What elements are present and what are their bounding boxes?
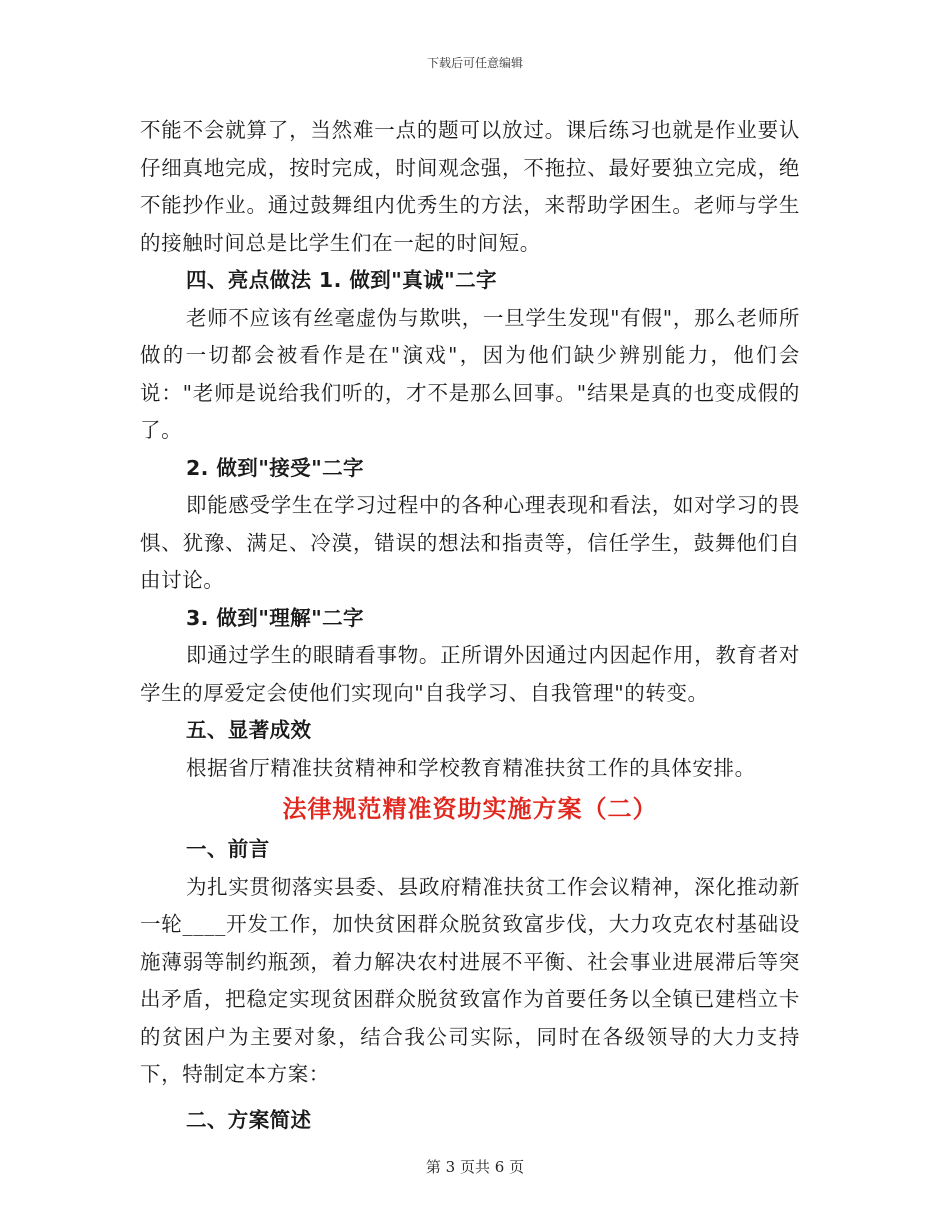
heading-highlights: 四、亮点做法 1. 做到"真诚"二字	[186, 268, 497, 292]
document-body	[140, 112, 800, 1139]
paragraph-results: 根据省厅精准扶贫精神和学校教育精准扶贫工作的具体安排。	[186, 755, 756, 780]
heading-understanding: 3. 做到"理解"二字	[186, 605, 364, 630]
heading-preface: 一、前言	[186, 837, 270, 861]
paragraph-acceptance: 即能感受学生在学习过程中的各种心理表现和看法，如对学习的畏惧、犹豫、满足、冷漠，错误的想法和指责等，信任学生，鼓舞他们自由讨论。	[140, 493, 800, 592]
section-title: 法律规范精准资助实施方案（二）	[282, 795, 658, 823]
heading-acceptance: 2. 做到"接受"二字	[186, 455, 364, 480]
page-footer: 第 3 页共 6 页	[425, 1158, 525, 1176]
paragraph-continuation: 不能不会就算了，当然难一点的题可以放过。课后练习也就是作业要认仔细真地完成，按时完成，时间观念强，不拖拉、最好要独立完成，绝不能抄作业。通过鼓舞组内优秀生的方法，来帮助学困生。老师与学生的接触时间总是比学生们在一起的时间短。	[140, 118, 800, 255]
heading-results: 五、显著成效	[186, 718, 312, 742]
paragraph-understanding: 即通过学生的眼睛看事物。正所谓外因通过内因起作用，教育者对学生的厚爱定会使他们实现向"自我学习、自我管理"的转变。	[140, 643, 800, 705]
page-header: 下载后可任意编辑	[426, 56, 523, 70]
paragraph-sincerity: 老师不应该有丝毫虚伪与欺哄，一旦学生发现"有假"，那么老师所做的一切都会被看作是在"演戏"，因为他们缺少辨别能力，他们会说："老师是说给我们听的，才不是那么回事。"结果是真的也变成假的了。	[140, 305, 800, 442]
paragraph-preface: 为扎实贯彻落实县委、县政府精准扶贫工作会议精神，深化推动新一轮____开发工作，加快贫困群众脱贫致富步伐，大力攻克农村基础设施薄弱等制约瓶颈，着力解决农村进展不平衡、社会事业进展滞后等突出矛盾，把稳定实现贫困群众脱贫致富作为首要任务以全镇已建档立卡的贫困户为主要对象，结合我公司实际，同时在各级领导的大力支持下，特制定本方案：	[140, 874, 800, 1086]
heading-overview: 二、方案简述	[186, 1107, 312, 1132]
